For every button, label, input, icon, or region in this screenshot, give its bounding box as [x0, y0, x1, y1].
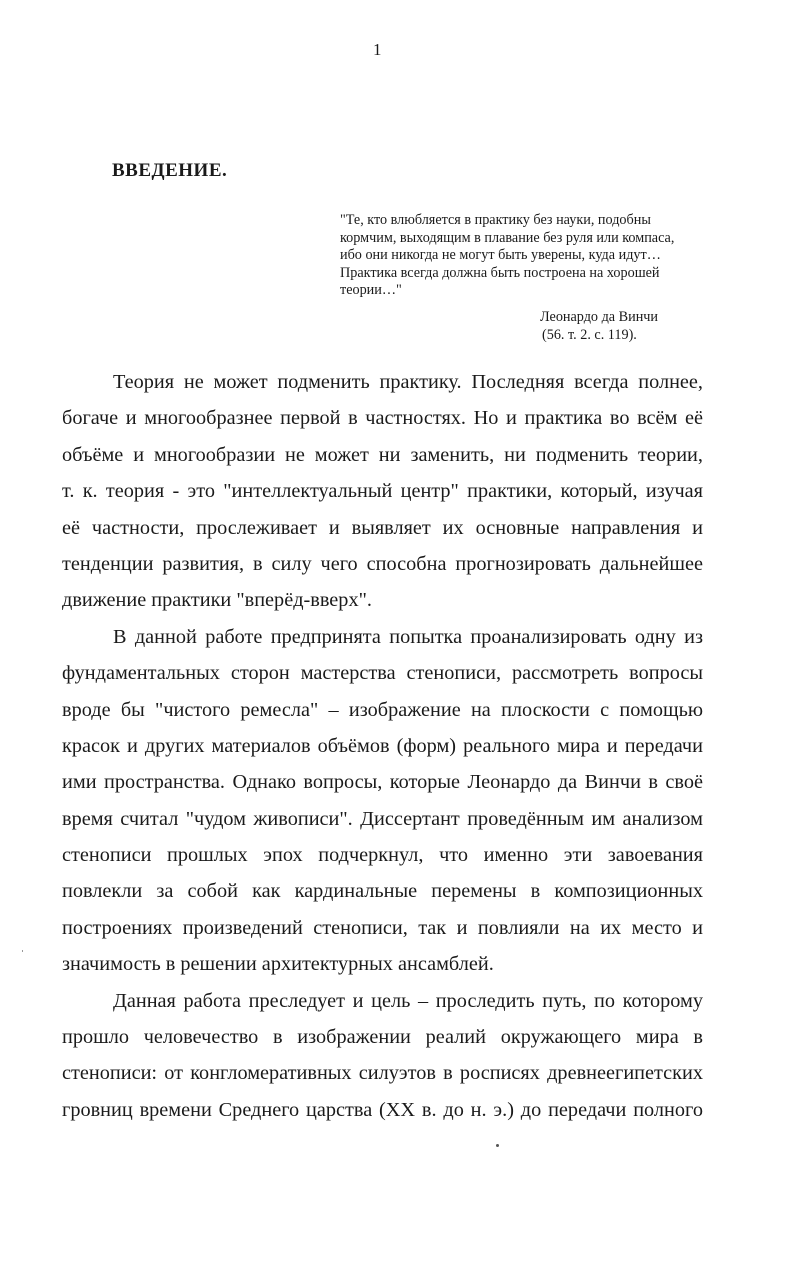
body-text	[62, 368, 703, 1132]
paragraph-line: движение практики "вперёд-вверх".	[62, 589, 372, 612]
paragraph-line: повлекли за собой как кардинальные перемены в композиционных	[62, 880, 703, 903]
paragraph-line: ими пространства. Однако вопросы, которые Леонардо да Винчи в своё	[62, 771, 703, 794]
page-number: 1	[373, 40, 382, 59]
paragraph-line: стенописи: от конгломеративных силуэтов в росписях древнеегипетских	[62, 1062, 703, 1085]
paragraph-line: объёме и многообразии не может ни заменить, ни подменить теории,	[62, 443, 703, 466]
paragraph-line: прошло человечество в изображении реалий окружающего мира в	[62, 1026, 703, 1049]
paragraph-line: стенописи прошлых эпох подчеркнул, что именно эти завоевания	[62, 844, 703, 867]
epigraph-quote	[340, 212, 700, 300]
paragraph-line: вроде бы "чистого ремесла" – изображение на плоскости с помощью	[62, 698, 703, 721]
paragraph-line: значимость в решении архитектурных ансамблей.	[62, 953, 494, 976]
paragraph-line: богаче и многообразнее первой в частностях. Но и практика во всём её	[62, 407, 703, 430]
epigraph-attribution	[540, 309, 658, 344]
paragraph-line: Теория не может подменить практику. Последняя всегда полнее,	[113, 371, 703, 393]
paragraph-line: её частности, прослеживает и выявляет их основные направления и	[62, 516, 703, 539]
epigraph-line: кормчим, выходящим в плавание без руля или компаса,	[340, 229, 675, 246]
paragraph-line: гровниц времени Среднего царства (XX в. до н. э.) до передачи полного	[62, 1098, 703, 1121]
scan-speck	[22, 950, 23, 952]
paragraph-line: фундаментальных сторон мастерства стенописи, рассмотреть вопросы	[62, 662, 703, 685]
paragraph-line: построениях произведений стенописи, так и повлияли на их место и	[62, 916, 703, 939]
epigraph-line: "Те, кто влюбляется в практику без науки, подобны	[340, 212, 651, 228]
paragraph-line: время считал "чудом живописи". Диссертант проведённым им анализом	[62, 807, 703, 830]
epigraph-reference: (56. т. 2. с. 119).	[542, 326, 637, 343]
paragraph-line: красок и других материалов объёмов (форм) реального мира и передачи	[62, 734, 703, 757]
paragraph-line: Данная работа преследует и цель – проследить путь, по которому	[113, 989, 703, 1012]
paragraph-line: т. к. теория - это "интеллектуальный центр" практики, который, изучая	[62, 480, 703, 503]
epigraph-line: ибо они никогда не могут быть уверены, куда идут…	[340, 247, 661, 263]
epigraph-author: Леонардо да Винчи	[540, 309, 659, 325]
paragraph-line: В данной работе предпринята попытка проанализировать одну из	[113, 625, 703, 648]
section-heading: ВВЕДЕНИЕ.	[112, 160, 228, 181]
paragraph-line: тенденции развития, в силу чего способна прогнозировать дальнейшее	[62, 552, 703, 575]
epigraph-line: теории…"	[340, 282, 402, 298]
scan-speck	[496, 1144, 499, 1147]
epigraph-line: Практика всегда должна быть построена на хорошей	[340, 264, 660, 281]
